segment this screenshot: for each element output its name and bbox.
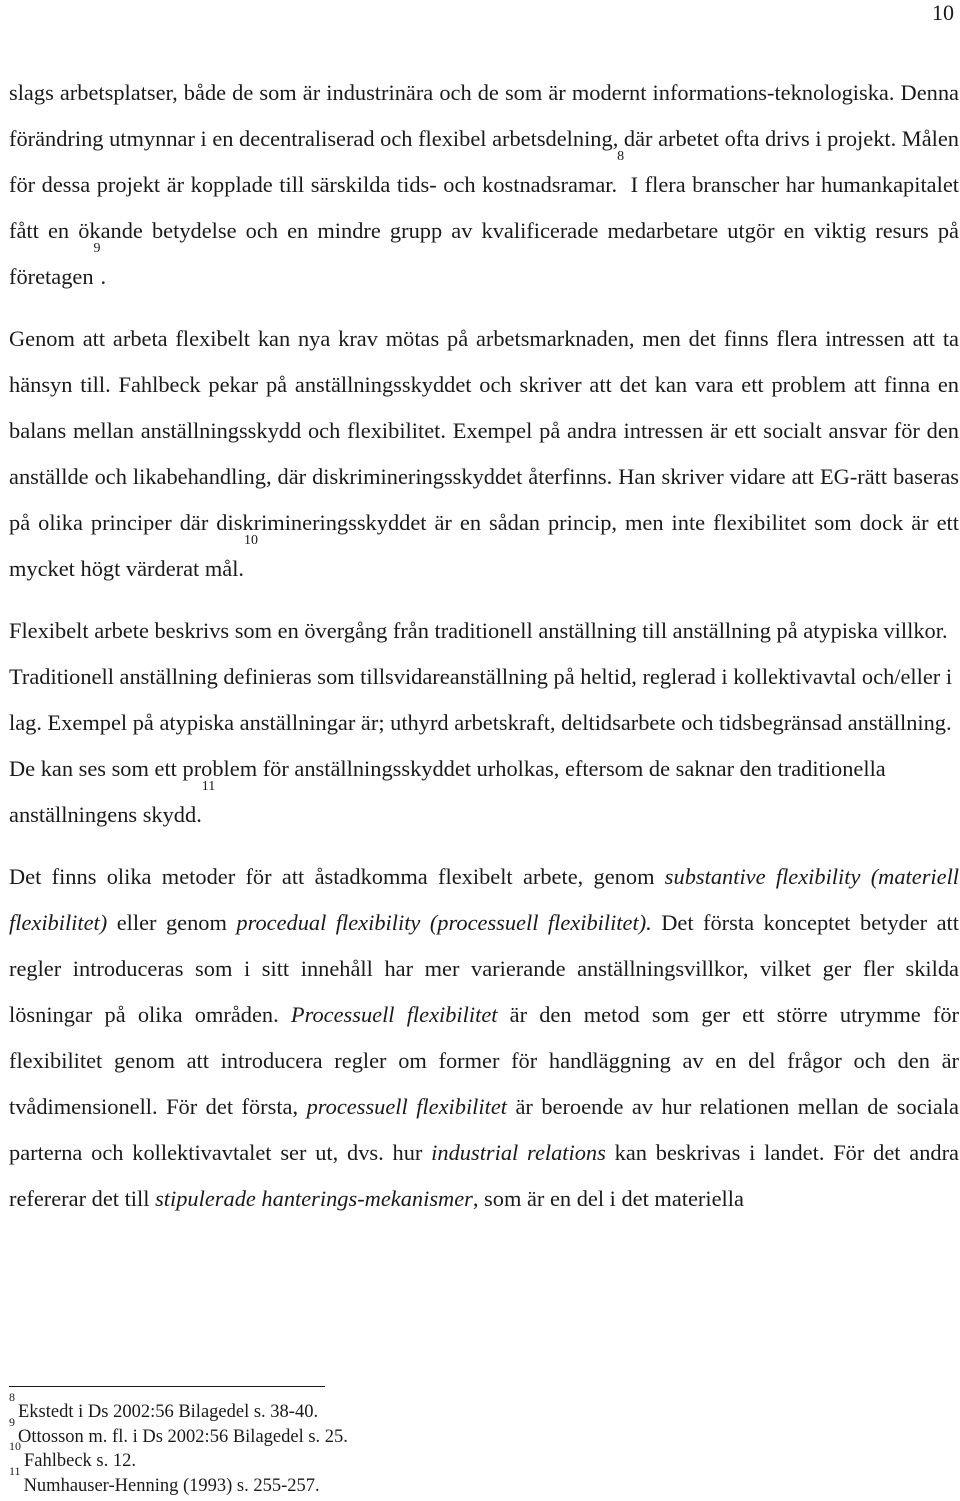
footnote-ref-10: 10	[244, 533, 259, 548]
footnote-number: 11	[9, 1463, 21, 1478]
footnote-text: Fahlbeck s. 12.	[24, 1451, 137, 1471]
paragraph-1-text-b: I flera branscher har humankapitalet fått en ökande betydelse och en mindre grupp av kvalificerade medarbetare utgör en viktig resurs på företagen	[9, 172, 959, 289]
paragraph-1	[9, 70, 959, 300]
paragraph-4-text-7: , som är en del i det materiella	[472, 1186, 744, 1211]
paragraph-4-italic-3: Processuell flexibilitet	[290, 1002, 498, 1027]
paragraph-1-text-a: slags arbetsplatser, både de som är industrinära och de som är modernt informations-teknologiska. Denna förändring utmynnar i en decentraliserad och flexibel arbetsdelning, där arbetet ofta drivs i projekt. Målen för dessa projekt är kopplade till särskilda tids- och kostnadsramar.	[9, 80, 960, 197]
footnote-8	[9, 1390, 909, 1425]
footnote-ref-9: 9	[93, 241, 101, 256]
paragraph-4-text-5: är beroende av hur relationen mellan de sociala parterna och kollektivavtalet ser ut, dvs. hur	[9, 1094, 959, 1165]
footnote-11	[9, 1463, 909, 1499]
footnotes	[9, 1390, 909, 1498]
paragraph-4-italic-6: stipulerade hanterings-mekanismer	[155, 1186, 473, 1211]
paragraph-2-text: Genom att arbeta flexibelt kan nya krav mötas på arbetsmarknaden, men det finns flera intressen att ta hänsyn till. Fahlbeck pekar på anställningsskyddet och skriver att det kan vara ett problem att finna en balans mellan anställningsskydd och flexibilitet. Exempel på andra intressen är ett socialt ansvar för den anställde och likabehandling, där diskrimineringsskyddet återfinns. Han skriver vidare att EG-rätt baseras på olika principer där diskrimineringsskyddet är en sådan princip, men inte flexibilitet som dock är ett mycket högt värderat mål.	[9, 326, 959, 581]
paragraph-4-italic-2: procedual flexibility (processuell flexibilitet).	[236, 910, 652, 935]
paragraph-4-text-2: eller genom	[107, 910, 237, 935]
paragraph-4-text-6: kan beskrivas i landet. För det andra refererar det till	[9, 1140, 959, 1211]
footnote-10	[9, 1439, 909, 1474]
footnote-number: 9	[9, 1414, 15, 1429]
footnote-text: Ekstedt i Ds 2002:56 Bilagedel s. 38-40.	[18, 1402, 319, 1422]
footnote-ref-11: 11	[201, 779, 216, 794]
footnote-text: Ottosson m. fl. i Ds 2002:56 Bilagedel s. 25.	[18, 1426, 348, 1447]
paragraph-1-text-c: .	[100, 264, 107, 289]
body-text	[9, 70, 959, 1222]
footnote-number: 10	[9, 1439, 21, 1453]
footnote-ref-8: 8	[617, 149, 625, 164]
paragraph-4	[9, 854, 959, 1222]
paragraph-4-text-4: är den metod som ger ett större utrymme för flexibilitet genom att introducera regler om former för handläggning av en del frågor och den är tvådimensionell. För det första,	[9, 1002, 959, 1119]
paragraph-3	[9, 608, 959, 838]
paragraph-4-italic-5: industrial relations	[431, 1140, 606, 1165]
footnote-text: Numhauser-Henning (1993) s. 255-257.	[23, 1475, 320, 1496]
footnote-number: 8	[9, 1390, 15, 1404]
paragraph-4-text-3: Det första konceptet betyder att regler introduceras som i sitt innehåll har mer varierande anställningsvillkor, vilket ger fler skilda lösningar på olika områden.	[9, 910, 959, 1027]
paragraph-3-text: Flexibelt arbete beskrivs som en övergång från traditionell anställning till anställning på atypiska villkor. Traditionell anställning definieras som tillsvidareanställning på heltid, reglerad i kollektivavtal och/eller i lag. Exempel på atypiska anställningar är; uthyrd arbetskraft, deltidsarbete och tidsbegränsad anställning. De kan ses som ett problem för anställningsskyddet urholkas, eftersom de saknar den traditionella anställningens skydd.	[9, 618, 953, 827]
footnote-separator	[9, 1386, 325, 1387]
page-number: 10	[932, 0, 954, 25]
footnote-9	[9, 1414, 909, 1450]
paragraph-4-text-1: Det finns olika metoder för att åstadkomma flexibelt arbete, genom	[9, 864, 665, 889]
paragraph-4-italic-1: substantive flexibility (materiell flexibilitet)	[9, 864, 960, 935]
paragraph-4-italic-4: processuell flexibilitet	[306, 1094, 507, 1119]
paragraph-2	[9, 316, 959, 592]
